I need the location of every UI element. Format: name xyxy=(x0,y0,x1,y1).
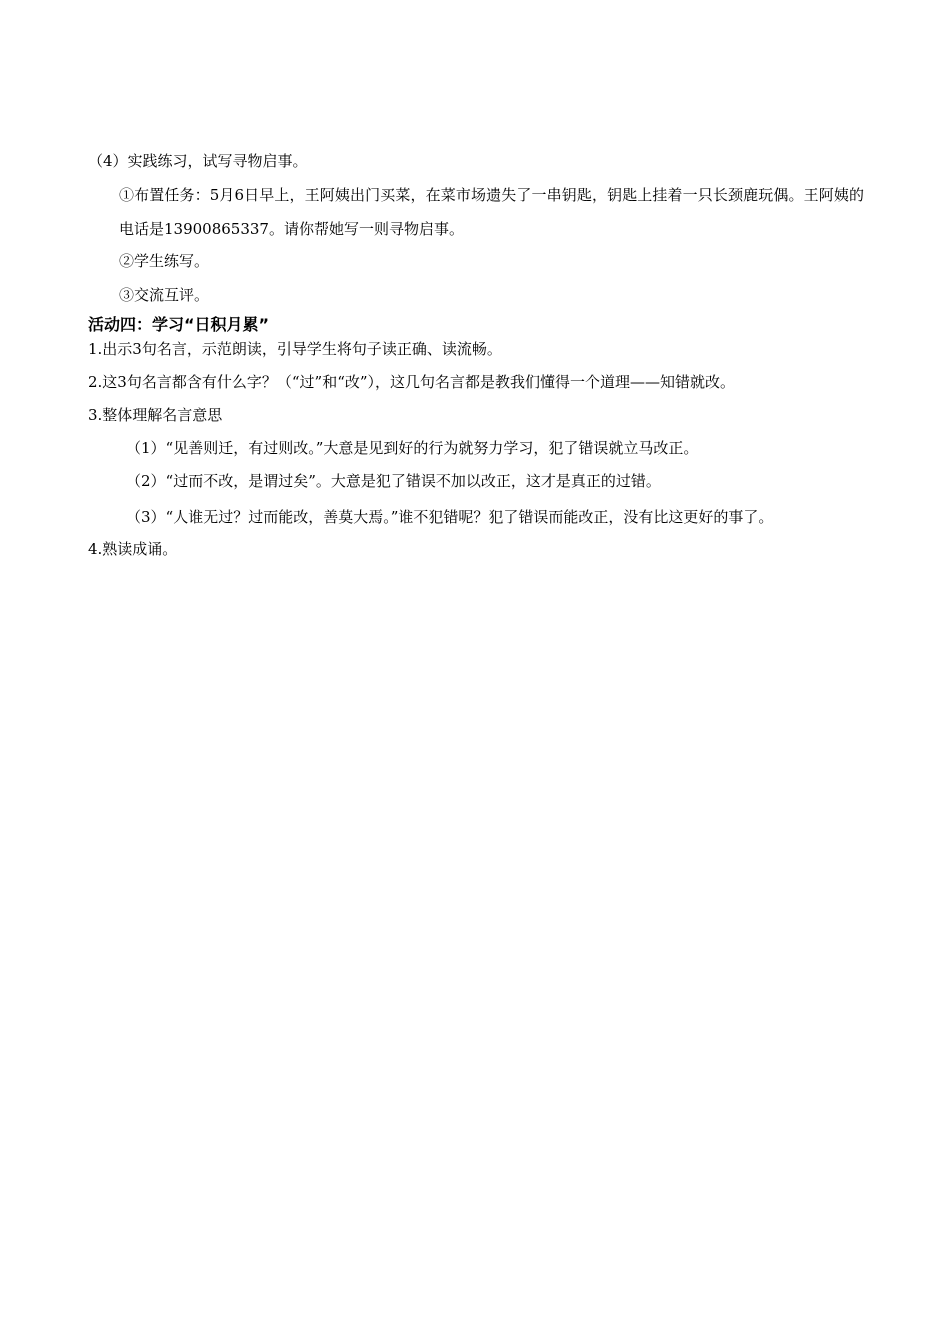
activity4-item-2: 2.这3句名言都含有什么字？（“过”和“改”），这几句名言都是教我们懂得一个道理——知错就改。 xyxy=(88,373,736,391)
practice-step-review: ③交流互评。 xyxy=(119,286,210,304)
practice-step-write: ②学生练写。 xyxy=(119,252,210,270)
practice-step-task: ①布置任务：5月6日早上，王阿姨出门买菜，在菜市场遗失了一串钥匙，钥匙上挂着一只长颈鹿玩偶。王阿姨的电话是13900865337。请你帮她写一则寻物启事。 xyxy=(119,186,864,238)
activity4-heading: 活动四：学习“日积月累” xyxy=(88,315,270,334)
explanation-1: （1）“见善则迁，有过则改。”大意是见到好的行为就努力学习，犯了错误就立马改正。 xyxy=(126,439,699,457)
document-page xyxy=(88,150,864,560)
activity4-item-1: 1.出示3句名言，示范朗读，引导学生将句子读正确、读流畅。 xyxy=(88,340,502,358)
explanation-2: （2）“过而不改，是谓过矣”。大意是犯了错误不加以改正，这才是真正的过错。 xyxy=(126,472,661,490)
activity4-item-4: 4.熟读成诵。 xyxy=(88,540,178,558)
explanation-3: （3）“人谁无过？过而能改，善莫大焉。”谁不犯错呢？犯了错误而能改正，没有比这更好的事了。 xyxy=(126,508,774,526)
practice-title: （4）实践练习，试写寻物启事。 xyxy=(88,152,308,170)
activity4-item-3: 3.整体理解名言意思 xyxy=(88,406,223,424)
